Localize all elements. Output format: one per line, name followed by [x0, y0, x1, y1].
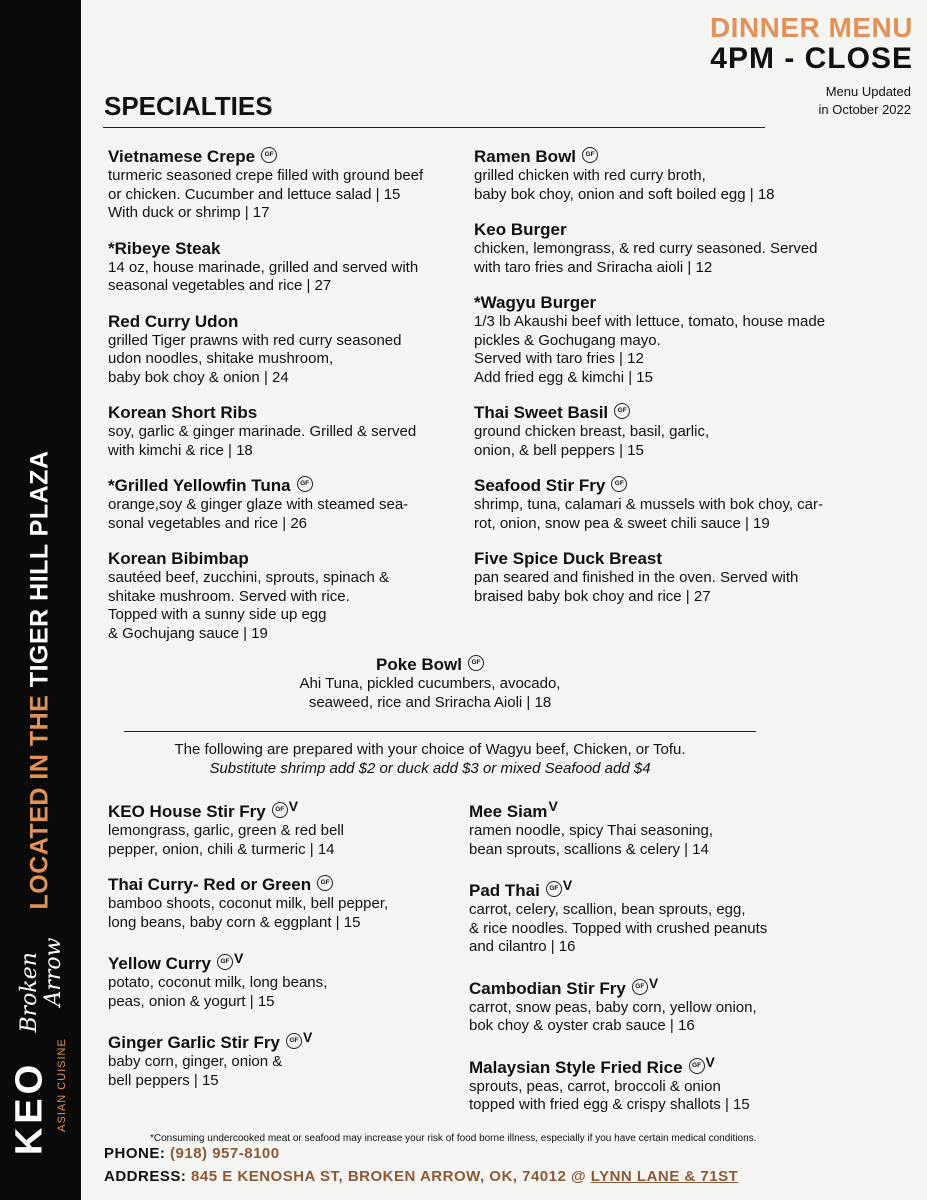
menu-item-description: with kimchi & rice | 18 — [108, 441, 253, 459]
poke-bowl-name: Poke Bowl — [376, 655, 462, 674]
menu-item-malaysian-style-fried-rice — [469, 1052, 879, 1115]
menu-item-description: carrot, snow peas, baby corn, yellow onion, — [469, 998, 757, 1016]
menu-item-description: & rice noodles. Topped with crushed peanuts — [469, 919, 768, 937]
menu-item-description: Add fried egg & kimchi | 15 — [474, 368, 653, 386]
menu-item-name: Vietnamese Crepe — [108, 147, 256, 166]
vegetarian-icon: V — [705, 1053, 715, 1070]
gluten-free-icon: GF — [611, 476, 627, 492]
menu-item-name: KEO House Stir Fry — [108, 802, 266, 821]
menu-item-grilled-yellowfin-tuna — [108, 476, 478, 533]
menu-item-name: Red Curry Udon — [108, 311, 239, 331]
menu-item-pad-thai — [469, 875, 879, 957]
menu-item-name: *Ribeye Steak — [108, 238, 221, 258]
menu-item-description: baby corn, ginger, onion & — [108, 1053, 283, 1070]
vegetarian-icon: V — [302, 1029, 313, 1045]
brand-subtitle: ASIAN CUISINE — [56, 1038, 68, 1132]
gluten-free-icon: GF — [317, 875, 333, 891]
menu-hours: 4PM - CLOSE — [710, 42, 913, 75]
poke-bowl-line2: seaweed, rice and Sriracha Aioli | 18 — [308, 693, 552, 711]
sidebar — [0, 0, 81, 1200]
vegetarian-icon: V — [562, 877, 573, 893]
stirfry-left-column — [108, 796, 478, 1106]
menu-item-name: Keo Burger — [474, 220, 567, 239]
menu-item-description: lemongrass, garlic, green & red bell — [108, 822, 344, 839]
phone-label: PHONE: — [104, 1145, 166, 1162]
menu-item-name: Yellow Curry — [108, 954, 211, 973]
menu-item-description: and cilantro | 16 — [469, 938, 576, 955]
menu-item-korean-short-ribs — [108, 403, 478, 460]
menu-item-name: *Wagyu Burger — [474, 293, 597, 312]
menu-item-name: Ramen Bowl — [474, 147, 577, 166]
menu-item-ramen-bowl — [474, 147, 894, 204]
menu-name: DINNER MENU — [709, 12, 913, 43]
menu-item-description: seasonal vegetables and rice | 27 — [108, 277, 332, 294]
menu-item-description: potato, coconut milk, long beans, — [108, 974, 328, 991]
stirfry-right-column — [469, 796, 879, 1131]
menu-item-vietnamese-crepe — [108, 147, 478, 223]
phone-line — [104, 1145, 280, 1162]
menu-item-description: long beans, baby corn & eggplant | 15 — [108, 913, 361, 931]
menu-item-mee-siam — [469, 796, 879, 859]
gluten-free-icon: GF — [468, 655, 484, 671]
menu-item-description: orange,soy & ginger glaze with steamed sea- — [108, 496, 409, 513]
menu-item-description: With duck or shrimp | 17 — [108, 204, 270, 221]
menu-item-description: grilled Tiger prawns with red curry seasoned — [108, 331, 402, 349]
vegetarian-icon: V — [648, 974, 659, 991]
menu-item-description: baby bok choy & onion | 24 — [108, 368, 289, 386]
stir-fry-divider — [124, 731, 756, 732]
menu-item-keo-house-stir-fry — [108, 796, 478, 859]
menu-updated-line2: in October 2022 — [818, 102, 911, 117]
menu-item-ribeye-steak — [108, 239, 478, 296]
menu-item-ginger-garlic-stir-fry — [108, 1027, 478, 1090]
menu-item-description: braised baby bok choy and rice | 27 — [474, 587, 711, 605]
gluten-free-icon: GF — [689, 1058, 705, 1074]
section-divider — [103, 127, 765, 128]
menu-item-description: ground chicken breast, basil, garlic, — [474, 423, 710, 440]
menu-item-description: 1/3 lb Akaushi beef with lettuce, tomato, house made — [474, 313, 826, 330]
vegetarian-icon: V — [548, 798, 558, 814]
menu-item-description: sonal vegetables and rice | 26 — [108, 514, 308, 532]
disclaimer: *Consuming undercooked meat or seafood may increase your risk of food borne illness, especially if you have certain medical conditions. — [150, 1133, 757, 1144]
menu-item-description: with taro fries and Sriracha aioli | 12 — [474, 258, 713, 276]
menu-item-red-curry-udon — [108, 312, 478, 388]
menu-item-description: topped with fried egg & crispy shallots | 15 — [469, 1096, 750, 1113]
menu-item-description: carrot, celery, scallion, bean sprouts, egg, — [469, 901, 746, 918]
brand-logo: KEO — [8, 1060, 51, 1156]
menu-item-description: soy, garlic & ginger marinade. Grilled & served — [108, 423, 417, 440]
menu-item-description: 14 oz, house marinade, grilled and served with — [108, 258, 419, 276]
menu-item-description: baby bok choy, onion and soft boiled egg | 18 — [474, 185, 775, 203]
menu-item-description: Served with taro fries | 12 — [474, 350, 644, 367]
menu-item-description: pickles & Gochugang mayo. — [474, 331, 661, 349]
menu-item-korean-bibimbap — [108, 549, 478, 643]
gluten-free-icon: GF — [217, 954, 233, 970]
protein-choice-note — [110, 740, 750, 778]
menu-item-name: Thai Curry- Red or Green — [108, 875, 312, 894]
menu-item-name: Seafood Stir Fry — [474, 476, 606, 495]
menu-item-seafood-stir-fry — [474, 476, 894, 533]
gluten-free-icon: GF — [286, 1033, 302, 1049]
gluten-free-icon: GF — [272, 802, 288, 818]
menu-item-name: *Grilled Yellowfin Tuna — [108, 476, 291, 495]
menu-item-description: shitake mushroom. Served with rice. — [108, 587, 350, 605]
poke-bowl-line1: Ahi Tuna, pickled cucumbers, avocado, — [299, 675, 561, 692]
poke-bowl-item — [110, 655, 750, 712]
menu-item-description: rot, onion, snow pea & sweet chili sauce | 19 — [474, 514, 770, 532]
menu-item-name: Cambodian Stir Fry — [469, 978, 626, 998]
menu-item-description: onion, & bell peppers | 15 — [474, 441, 644, 459]
menu-item-description: pepper, onion, chili & turmeric | 14 — [108, 840, 335, 858]
menu-item-name: Pad Thai — [469, 881, 540, 900]
menu-item-description: turmeric seasoned crepe filled with ground beef — [108, 167, 424, 184]
menu-updated-line1: Menu Updated — [825, 84, 911, 99]
menu-item-name: Mee Siam — [469, 802, 548, 821]
section-title: SPECIALTIES — [104, 91, 273, 121]
phone-number[interactable]: (918) 957-8100 — [170, 1145, 280, 1162]
menu-item-thai-curry-red-or-green — [108, 875, 478, 932]
menu-item-description: bok choy & oyster crab sauce | 16 — [469, 1017, 695, 1034]
gluten-free-icon: GF — [614, 403, 630, 419]
menu-item-name: Thai Sweet Basil — [474, 403, 609, 422]
menu-item-description: sautéed beef, zucchini, sprouts, spinach & — [108, 569, 390, 586]
menu-item-description: & Gochujang sauce | 19 — [108, 624, 268, 642]
menu-item-description: bell peppers | 15 — [108, 1071, 219, 1089]
menu-item-description: bean sprouts, scallions & celery | 14 — [469, 840, 709, 858]
menu-item-description: shrimp, tuna, calamari & mussels with bok choy, car- — [474, 496, 824, 513]
location-prefix: LOCATED IN THE — [25, 694, 54, 910]
specialties-right-column — [474, 147, 894, 622]
menu-item-description: or chicken. Cucumber and lettuce salad | 15 — [108, 185, 401, 203]
menu-item-description: udon noodles, shitake mushroom, — [108, 350, 334, 367]
specialties-left-column — [108, 147, 478, 659]
menu-item-name: Korean Bibimbap — [108, 549, 249, 568]
location-banner — [26, 450, 55, 909]
vegetarian-icon: V — [233, 950, 244, 966]
choice-note: The following are prepared with your choice of Wagyu beef, Chicken, or Tofu. — [174, 741, 686, 758]
menu-item-description: chicken, lemongrass, & red curry seasoned. Served — [474, 240, 818, 257]
address-text: 845 E KENOSHA ST, BROKEN ARROW, OK, 74012 @ — [191, 1168, 587, 1185]
gluten-free-icon: GF — [546, 881, 562, 897]
location-name: TIGER HILL PLAZA — [25, 450, 54, 688]
menu-item-name: Five Spice Duck Breast — [474, 549, 663, 568]
menu-item-name: Malaysian Style Fried Rice — [469, 1057, 683, 1077]
gluten-free-icon: GF — [297, 476, 313, 492]
brand-script — [18, 938, 66, 1033]
cross-streets-link[interactable]: LYNN LANE & 71ST — [590, 1168, 739, 1185]
menu-item-wagyu-burger — [474, 293, 894, 387]
menu-updated — [818, 83, 911, 119]
menu-item-cambodian-stir-fry — [469, 973, 879, 1036]
gluten-free-icon: GF — [261, 147, 277, 163]
menu-item-five-spice-duck-breast — [474, 549, 894, 606]
brand-script-line2: Arrow — [41, 937, 66, 1007]
menu-item-description: grilled chicken with red curry broth, — [474, 167, 706, 184]
menu-item-description: peas, onion & yogurt | 15 — [108, 992, 275, 1010]
menu-item-description: Topped with a sunny side up egg — [108, 606, 327, 623]
gluten-free-icon: GF — [632, 979, 648, 995]
gluten-free-icon: GF — [582, 147, 598, 163]
menu-item-description: sprouts, peas, carrot, broccoli & onion — [469, 1077, 721, 1095]
menu-item-name: Ginger Garlic Stir Fry — [108, 1033, 280, 1052]
address-line — [104, 1168, 738, 1185]
menu-item-keo-burger — [474, 220, 894, 277]
substitute-note: Substitute shrimp add $2 or duck add $3 or mixed Seafood add $4 — [209, 760, 651, 777]
menu-item-thai-sweet-basil — [474, 403, 894, 460]
menu-item-yellow-curry — [108, 948, 478, 1011]
vegetarian-icon: V — [288, 798, 299, 814]
address-label: ADDRESS: — [104, 1168, 187, 1185]
menu-item-description: ramen noodle, spicy Thai seasoning, — [469, 822, 714, 839]
menu-item-name: Korean Short Ribs — [108, 403, 258, 422]
brand-script-line1: Broken — [17, 952, 42, 1033]
menu-item-description: pan seared and finished in the oven. Served with — [474, 569, 799, 586]
menu-item-description: bamboo shoots, coconut milk, bell pepper, — [108, 895, 389, 912]
